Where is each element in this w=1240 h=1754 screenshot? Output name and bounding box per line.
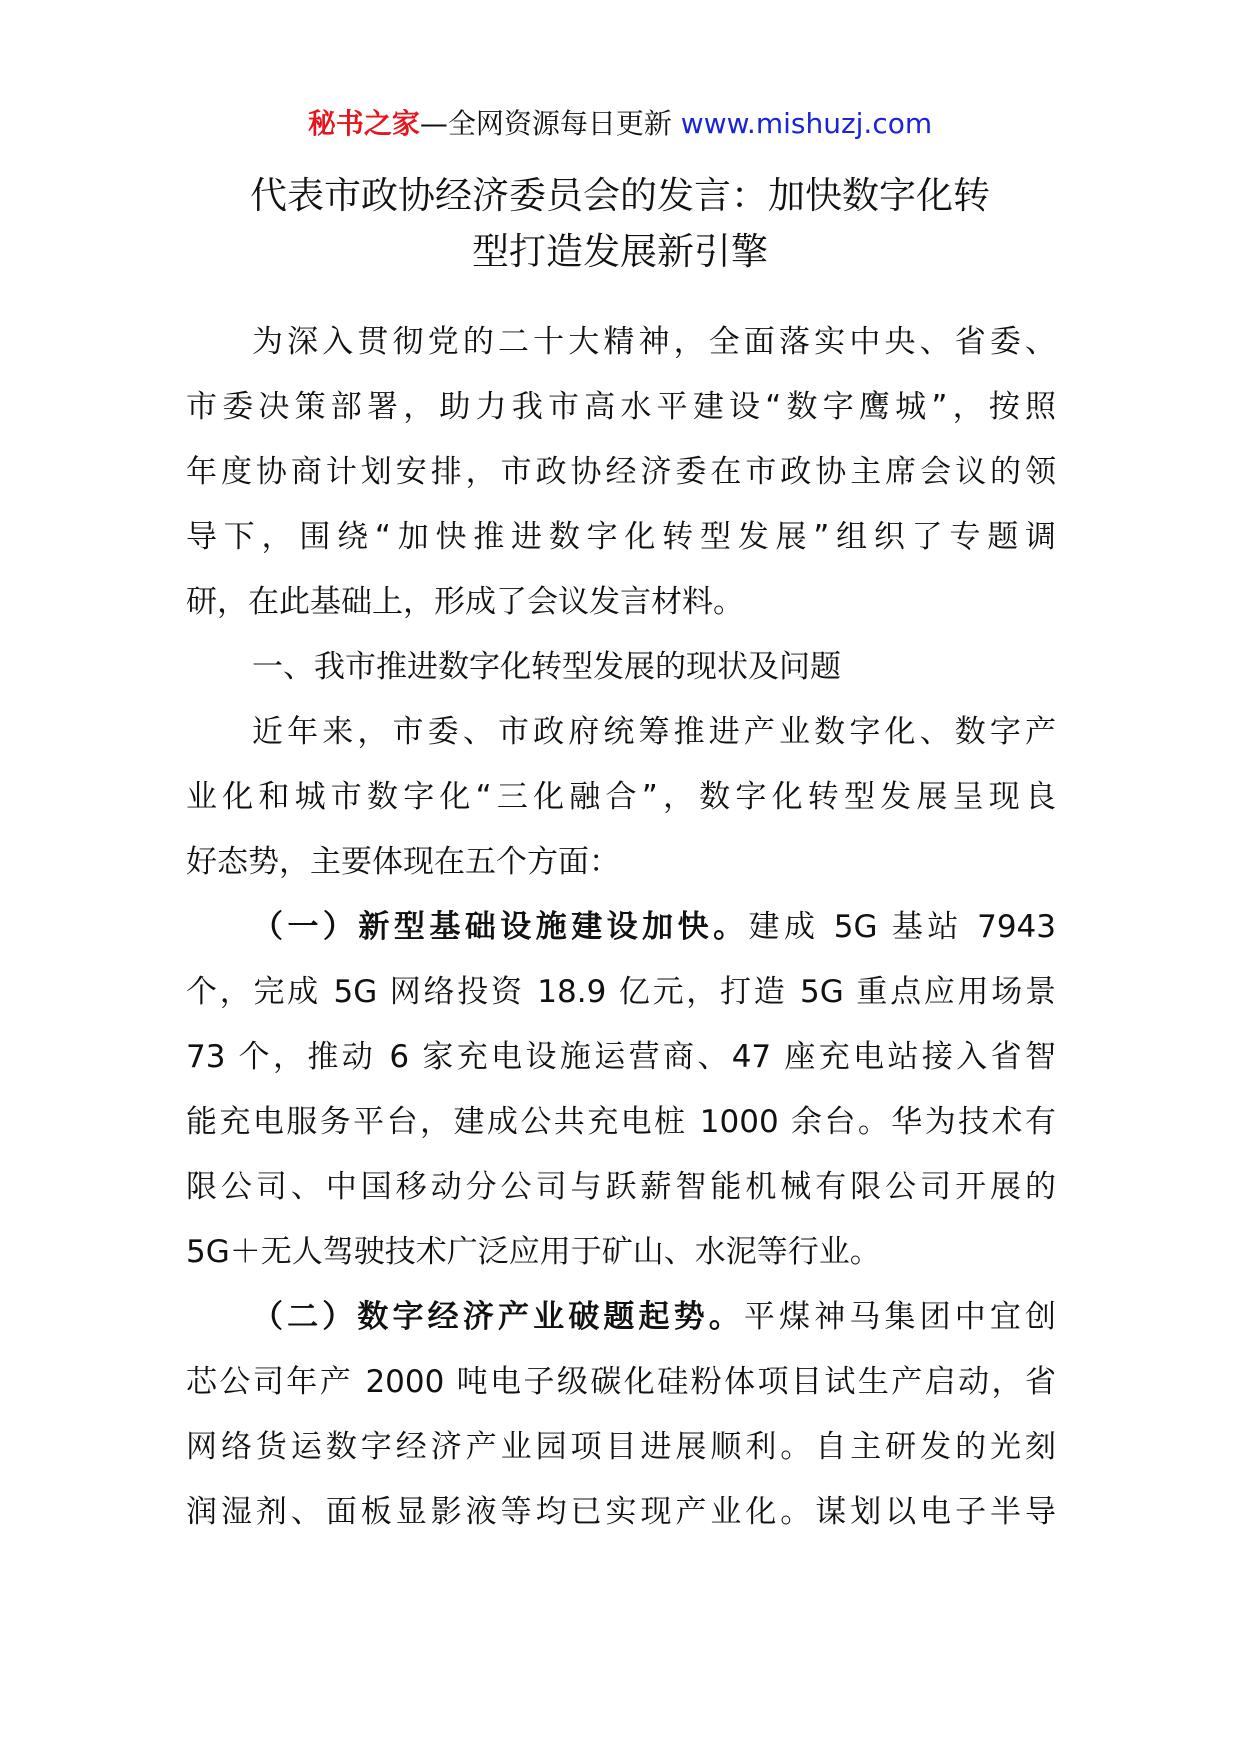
item-first-line xyxy=(186,1285,1056,1350)
brand-name: 秘书之家 xyxy=(307,107,420,140)
paragraph-line: 好态势，主要体现在五个方面： xyxy=(186,844,620,880)
paragraph-line: 个，完成 5G 网络投资 18.9 亿元，打造 5G 重点应用场景 xyxy=(186,974,1056,1010)
paragraph-line: 润湿剂、面板显影液等均已实现产业化。谋划以电子半导 xyxy=(186,1494,1056,1530)
paragraph-line: 能充电服务平台，建成公共充电桩 1000 余台。华为技术有 xyxy=(186,1104,1056,1140)
watermark-header xyxy=(0,104,1240,144)
paragraph-line: 限公司、中国移动分公司与跃薪智能机械有限公司开展的 xyxy=(186,1169,1056,1205)
paragraph-line: 年度协商计划安排，市政协经济委在市政协主席会议的领 xyxy=(186,454,1056,490)
paragraph-line: 芯公司年产 2000 吨电子级碳化硅粉体项目试生产启动，省 xyxy=(186,1364,1056,1400)
paragraph-line: 导下，围绕“加快推进数字化转型发展”组织了专题调 xyxy=(186,519,1056,555)
title-line-1: 代表市政协经济委员会的发言：加快数字化转 xyxy=(250,174,990,217)
section-heading: 一、我市推进数字化转型发展的现状及问题 xyxy=(252,649,841,685)
paragraph-line: 73 个，推动 6 家充电设施运营商、47 座充电站接入省智 xyxy=(186,1039,1056,1075)
document-title xyxy=(150,168,1090,280)
paragraph-line: 为深入贯彻党的二十大精神，全面落实中央、省委、 xyxy=(252,324,1056,360)
paragraph-line: 研，在此基础上，形成了会议发言材料。 xyxy=(186,584,744,620)
paragraph-line: 业化和城市数字化“三化融合”，数字化转型发展呈现良 xyxy=(186,779,1056,815)
title-line-2: 型打造发展新引擎 xyxy=(472,230,768,273)
brand-tagline: —全网资源每日更新 xyxy=(419,107,672,140)
item-lead-heading: （一）新型基础设施建设加快。 xyxy=(252,909,749,945)
item-text: 平煤神马集团中宜创 xyxy=(743,1299,1057,1335)
paragraph-line: 市委决策部署，助力我市高水平建设“数字鹰城”，按照 xyxy=(186,389,1056,425)
document-body xyxy=(186,310,1056,1545)
website-link[interactable]: www.mishuzj.com xyxy=(671,107,933,140)
paragraph-line: 5G＋无人驾驶技术广泛应用于矿山、水泥等行业。 xyxy=(186,1234,881,1270)
paragraph-line: 近年来，市委、市政府统筹推进产业数字化、数字产 xyxy=(252,714,1056,750)
item-text: 建成 5G 基站 7943 xyxy=(748,909,1056,945)
paragraph-line: 网络货运数字经济产业园项目进展顺利。自主研发的光刻 xyxy=(186,1429,1056,1465)
item-first-line xyxy=(186,895,1056,960)
item-lead-heading: （二）数字经济产业破题起势。 xyxy=(252,1299,744,1335)
